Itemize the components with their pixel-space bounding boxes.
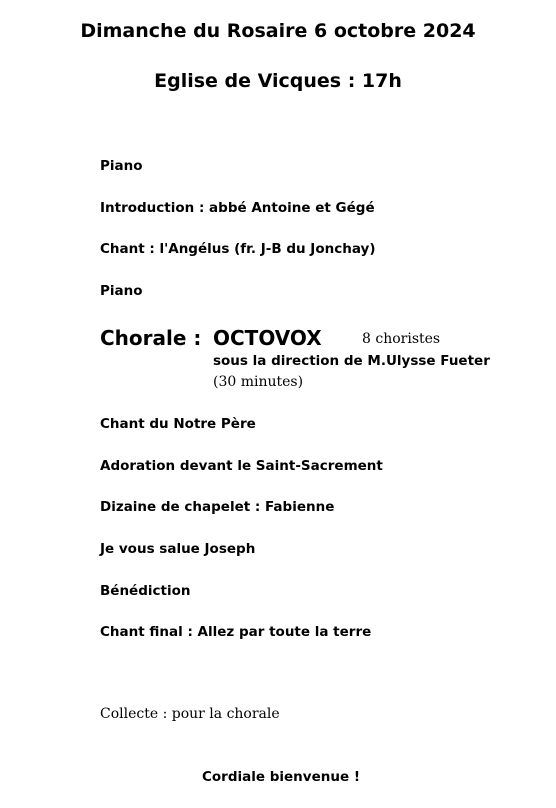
program-item-je-vous-salue: Je vous salue Joseph [100,541,256,557]
program-item-chant-final: Chant final : Allez par toute la terre [100,624,372,640]
program-item-piano-1: Piano [100,158,143,174]
program-item-notre-pere: Chant du Notre Père [100,416,256,432]
program-item-angelus: Chant : l'Angélus (fr. J-B du Jonchay) [100,241,376,257]
program-item-chapelet: Dizaine de chapelet : Fabienne [100,499,335,515]
page-title: Dimanche du Rosaire 6 octobre 2024 [80,20,476,42]
program-item-adoration: Adoration devant le Saint-Sacrement [100,458,383,474]
program-item-introduction: Introduction : abbé Antoine et Gégé [100,200,375,216]
chorale-name: OCTOVOX [213,326,322,350]
chorale-label: Chorale : [100,326,202,350]
program-item-benediction: Bénédiction [100,583,191,599]
collecte-note: Collecte : pour la chorale [100,706,280,722]
closing-message: Cordiale bienvenue ! [202,769,360,785]
page-subtitle: Eglise de Vicques : 17h [154,70,402,92]
chorale-direction: sous la direction de M.Ulysse Fueter [213,353,490,369]
chorale-count: 8 choristes [362,331,441,347]
chorale-duration: (30 minutes) [213,374,304,390]
program-item-piano-2: Piano [100,283,143,299]
